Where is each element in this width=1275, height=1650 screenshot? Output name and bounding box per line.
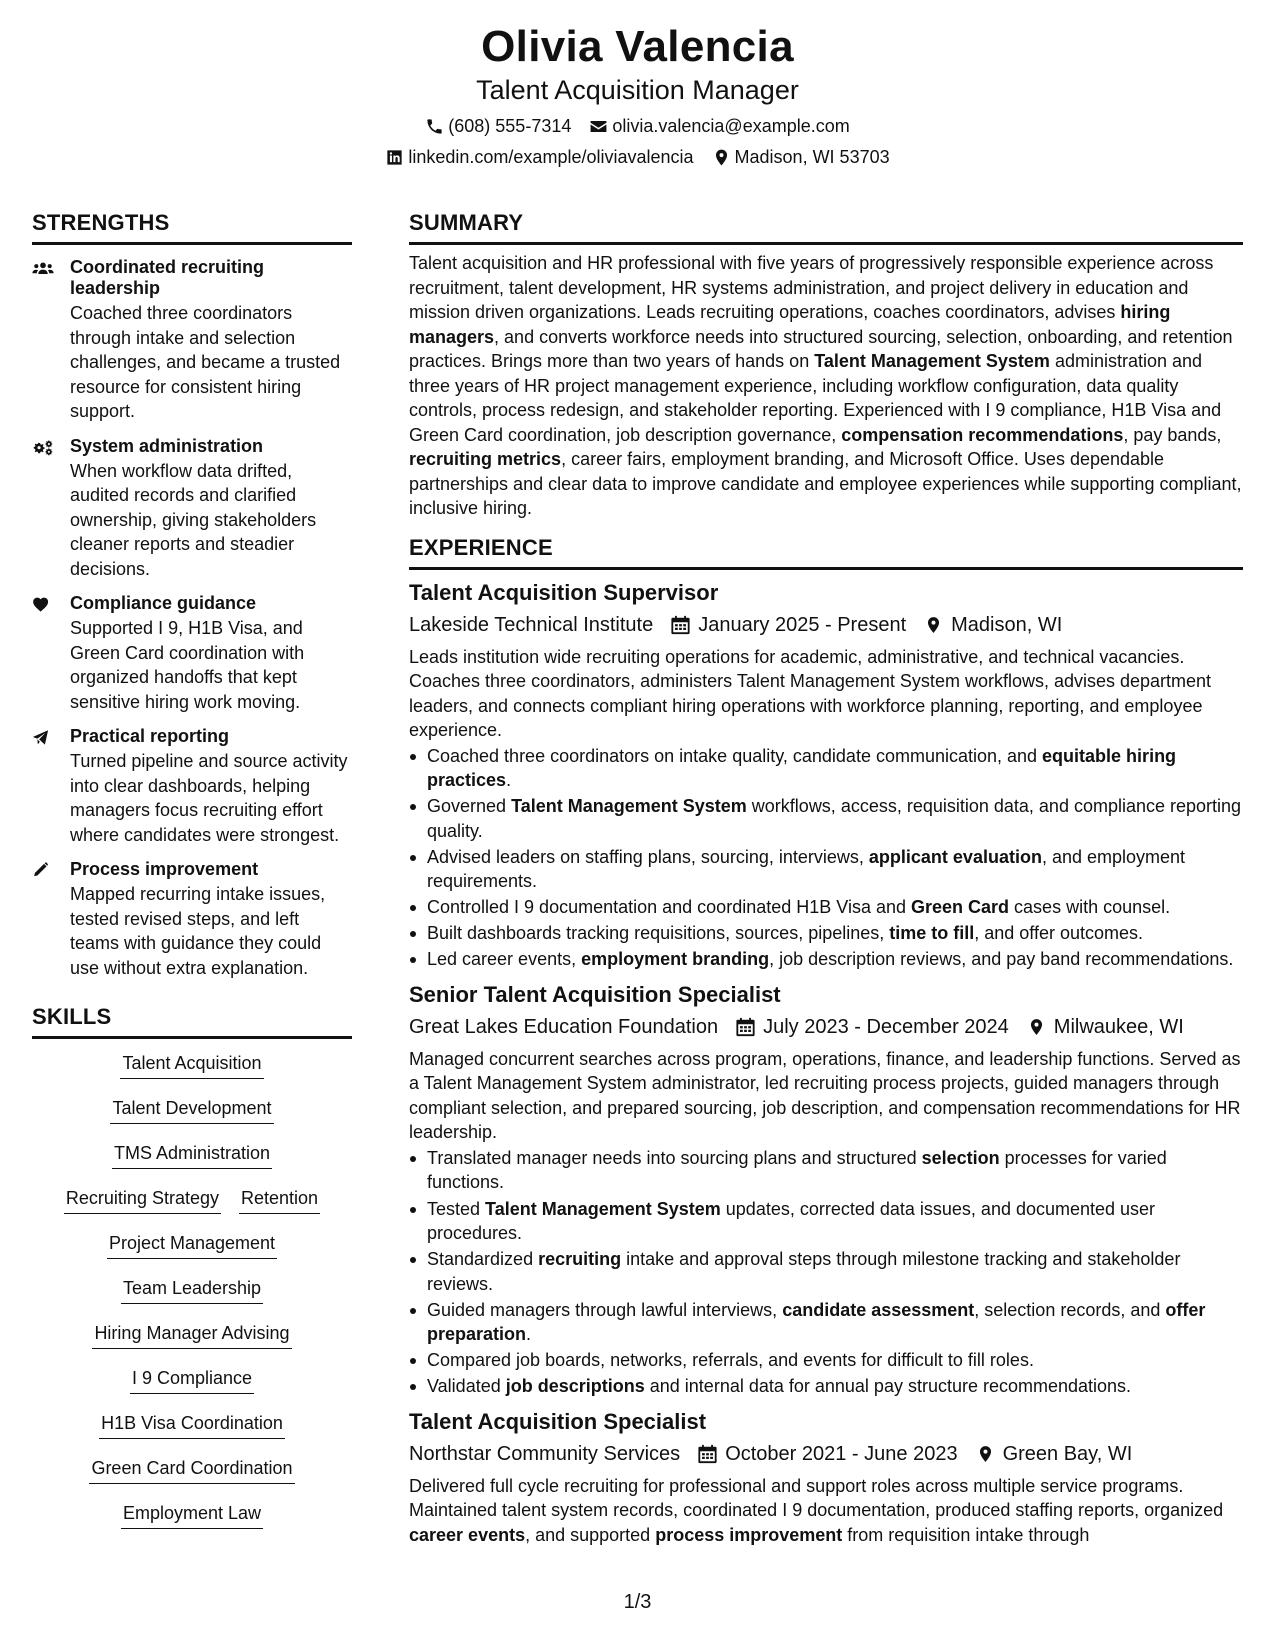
job-description: Delivered full cycle recruiting for professional and support roles across multiple service programs. Maintained talent system records, coordinated I 9 documentation, produced staffing reports, organized career events, and supported process improvement from requisition intake through xyxy=(409,1475,1224,1545)
job-meta xyxy=(409,1014,1243,1040)
bold-phrase: selection xyxy=(921,1147,1000,1168)
strength-title: Coordinated recruiting leadership xyxy=(70,257,265,298)
users-icon xyxy=(32,259,54,278)
linkedin-icon xyxy=(385,148,404,167)
calendar-icon xyxy=(736,1017,755,1037)
job-description: Managed concurrent searches across program, operations, finance, and leadership functions. Served as a Talent Management System administrator, led recruiting process projects, guided managers through compliant selection, and prepared sourcing, job description, and compensation recommendations for HR leadership. xyxy=(409,1048,1241,1143)
map-pin-icon xyxy=(1027,1017,1046,1037)
strength-desc: Coached three coordinators through intake and selection challenges, and became a trusted resource for consistent hiring support. xyxy=(70,303,341,421)
job-entry xyxy=(409,580,1243,972)
job-dates-group xyxy=(698,1441,957,1467)
candidate-title: Talent Acquisition Manager xyxy=(476,75,799,105)
bold-phrase: recruiting xyxy=(538,1249,622,1270)
job-entry xyxy=(409,1409,1243,1548)
strength-title: System administration xyxy=(70,435,264,456)
job-bullets xyxy=(409,744,1243,972)
strength-item xyxy=(32,257,352,424)
job-meta xyxy=(409,612,1243,638)
email-contact[interactable] xyxy=(589,115,849,137)
bold-phrase: process improvement xyxy=(655,1524,843,1545)
strength-item xyxy=(32,859,352,980)
summary-text: Talent acquisition and HR professional with five years of progressively responsible experience across recruitment, talent development, HR systems administration, and project delivery in education and mission driven organizations. Leads recruiting operations, coaches coordinators, advises hiring managers, and converts workforce needs into structured sourcing, selection, onboarding, and retention practices. Brings more than two years of hands on Talent Management System administration and three years of HR project management experience, including workflow configuration, data quality controls, process redesign, and stakeholder reporting. Experienced with I 9 compliance, H1B Visa and Green Card coordination, job description governance, compensation recommendations, pay bands, recruiting metrics, career fairs, employment branding, and Microsoft Office. Uses dependable partnerships and clear data to improve candidate and employee experiences while supporting compliant, inclusive hiring. xyxy=(409,253,1242,518)
gears-icon xyxy=(32,438,54,457)
skill-tag: H1B Visa Coordination xyxy=(99,1411,285,1439)
skill-tag: I 9 Compliance xyxy=(130,1366,254,1394)
job-dates-group xyxy=(736,1014,1009,1040)
strength-title: Practical reporting xyxy=(70,726,230,746)
skill-tag: Talent Development xyxy=(110,1096,273,1124)
envelope-icon xyxy=(589,117,608,136)
skills-heading: SKILLS xyxy=(32,1004,352,1039)
experience-heading: EXPERIENCE xyxy=(409,535,1243,570)
bold-phrase: offer preparation xyxy=(427,1299,1206,1345)
job-dates: July 2023 - December 2024 xyxy=(763,1015,1009,1038)
job-bullets xyxy=(409,1146,1243,1399)
job-entry xyxy=(409,982,1243,1399)
bold-phrase: Green Card xyxy=(911,897,1010,918)
map-pin-icon xyxy=(712,148,731,167)
job-location: Milwaukee, WI xyxy=(1053,1015,1184,1038)
strength-desc: Turned pipeline and source activity into clear dashboards, helping managers focus recruiting effort where candidates were strongest. xyxy=(70,751,348,845)
job-location-group xyxy=(976,1441,1133,1467)
summary-heading: SUMMARY xyxy=(409,210,1243,245)
bold-phrase: employment branding xyxy=(581,949,770,970)
bold-phrase: equitable hiring practices xyxy=(427,745,1177,790)
bullet-item: Standardized recruiting intake and approval steps through milestone tracking and stakeholder reviews. xyxy=(409,1247,1243,1296)
bullet-item: Tested Talent Management System updates, corrected data issues, and documented user procedures. xyxy=(409,1197,1243,1246)
job-location: Madison, WI xyxy=(951,613,1063,636)
heart-icon xyxy=(32,595,54,614)
bold-phrase: hiring managers xyxy=(409,302,1171,347)
bold-phrase: career events xyxy=(409,1524,526,1545)
bold-phrase: time to fill xyxy=(889,923,975,944)
bold-phrase: compensation recommendations xyxy=(841,424,1124,445)
skill-tag: Employment Law xyxy=(121,1501,263,1529)
location-contact xyxy=(712,146,890,168)
skill-tag: Green Card Coordination xyxy=(89,1456,294,1484)
job-location-group xyxy=(1027,1014,1184,1040)
bullet-item: Controlled I 9 documentation and coordinated H1B Visa and Green Card cases with counsel. xyxy=(409,895,1243,920)
job-title: Senior Talent Acquisition Specialist xyxy=(409,981,781,1007)
strength-title: Compliance guidance xyxy=(70,593,257,613)
calendar-icon xyxy=(698,1444,717,1464)
bold-phrase: Talent Management System xyxy=(814,351,1050,371)
resume-header xyxy=(0,20,1275,168)
job-dates: January 2025 - Present xyxy=(698,613,907,636)
map-pin-icon xyxy=(924,615,943,635)
phone-contact xyxy=(425,115,571,137)
skills-list xyxy=(32,1051,352,1546)
strength-title: Process improvement xyxy=(70,859,259,879)
bullet-item: Guided managers through lawful interviews, candidate assessment, selection records, and offer preparation. xyxy=(409,1298,1243,1347)
job-title: Talent Acquisition Specialist xyxy=(409,1408,707,1434)
bold-phrase: Talent Management System xyxy=(485,1198,721,1219)
bold-phrase: recruiting metrics xyxy=(409,449,562,469)
job-description: Leads institution wide recruiting operations for academic, administrative, and technical vacancies. Coaches three coordinators, administers Talent Management System workflows, advises department leaders, and connects compliant hiring operations with workforce planning, reporting, and employee experience. xyxy=(409,646,1212,740)
bold-phrase: candidate assessment xyxy=(782,1299,975,1320)
contact-row-2 xyxy=(0,146,1275,168)
strengths-heading: STRENGTHS xyxy=(32,210,352,245)
phone-icon xyxy=(425,117,444,136)
bullet-item: Validated job descriptions and internal data for annual pay structure recommendations. xyxy=(409,1374,1243,1399)
skill-tag: Recruiting Strategy xyxy=(64,1186,221,1214)
strength-item xyxy=(32,593,352,714)
strength-desc: When workflow data drifted, audited records and clarified ownership, giving stakeholders cleaner reports and steadier decisions. xyxy=(70,460,317,579)
strength-item xyxy=(32,726,352,847)
bold-phrase: applicant evaluation xyxy=(868,846,1042,867)
strength-desc: Supported I 9, H1B Visa, and Green Card coordination with organized handoffs that kept sensitive hiring work moving. xyxy=(70,618,305,712)
bullet-item: Led career events, employment branding, job description reviews, and pay band recommendations. xyxy=(409,947,1243,972)
email-text[interactable]: olivia.valencia@example.com xyxy=(612,116,850,136)
skill-tag: Team Leadership xyxy=(121,1276,263,1304)
job-company: Great Lakes Education Foundation xyxy=(409,1015,719,1038)
experience-list xyxy=(409,580,1243,1548)
paper-plane-icon xyxy=(32,728,54,747)
contact-row-1 xyxy=(0,115,1275,137)
bullet-item: Advised leaders on staffing plans, sourcing, interviews, applicant evaluation, and employment requirements. xyxy=(409,845,1243,894)
skill-tag: TMS Administration xyxy=(112,1141,272,1169)
job-company: Northstar Community Services xyxy=(409,1442,681,1465)
candidate-name: Olivia Valencia xyxy=(481,22,794,71)
calendar-icon xyxy=(671,615,690,635)
left-column xyxy=(32,210,352,1546)
skill-tag: Talent Acquisition xyxy=(120,1051,263,1079)
phone-text: (608) 555-7314 xyxy=(448,116,572,136)
map-pin-icon xyxy=(976,1444,995,1464)
bullet-item: Built dashboards tracking requisitions, sources, pipelines, time to fill, and offer outcomes. xyxy=(409,921,1243,946)
job-dates: October 2021 - June 2023 xyxy=(725,1442,958,1465)
skill-tag: Hiring Manager Advising xyxy=(92,1321,291,1349)
job-location: Green Bay, WI xyxy=(1002,1442,1133,1465)
bullet-item: Translated manager needs into sourcing plans and structured selection processes for varied functions. xyxy=(409,1146,1243,1195)
bullet-item: Compared job boards, networks, referrals, and events for difficult to fill roles. xyxy=(409,1348,1243,1373)
job-location-group xyxy=(924,612,1062,638)
strength-item xyxy=(32,436,352,582)
bold-phrase: job descriptions xyxy=(505,1376,645,1397)
strength-desc: Mapped recurring intake issues, tested revised steps, and left teams with guidance they could use without extra explanation. xyxy=(70,884,326,978)
page-number: 1/3 xyxy=(623,1591,652,1613)
job-meta xyxy=(409,1441,1243,1467)
bullet-item: Coached three coordinators on intake quality, candidate communication, and equitable hiring practices. xyxy=(409,744,1243,793)
pencil-icon xyxy=(32,861,54,880)
linkedin-text[interactable]: linkedin.com/example/oliviavalencia xyxy=(408,147,694,167)
bullet-item: Governed Talent Management System workflows, access, requisition data, and compliance reporting quality. xyxy=(409,794,1243,843)
right-column xyxy=(409,210,1243,1547)
skill-tag: Retention xyxy=(239,1186,320,1214)
bold-phrase: Talent Management System xyxy=(511,796,747,817)
location-text: Madison, WI 53703 xyxy=(734,147,890,167)
job-title: Talent Acquisition Supervisor xyxy=(409,579,719,605)
skill-tag: Project Management xyxy=(107,1231,277,1259)
job-company: Lakeside Technical Institute xyxy=(409,613,654,636)
job-dates-group xyxy=(671,612,906,638)
linkedin-contact[interactable] xyxy=(385,146,693,168)
